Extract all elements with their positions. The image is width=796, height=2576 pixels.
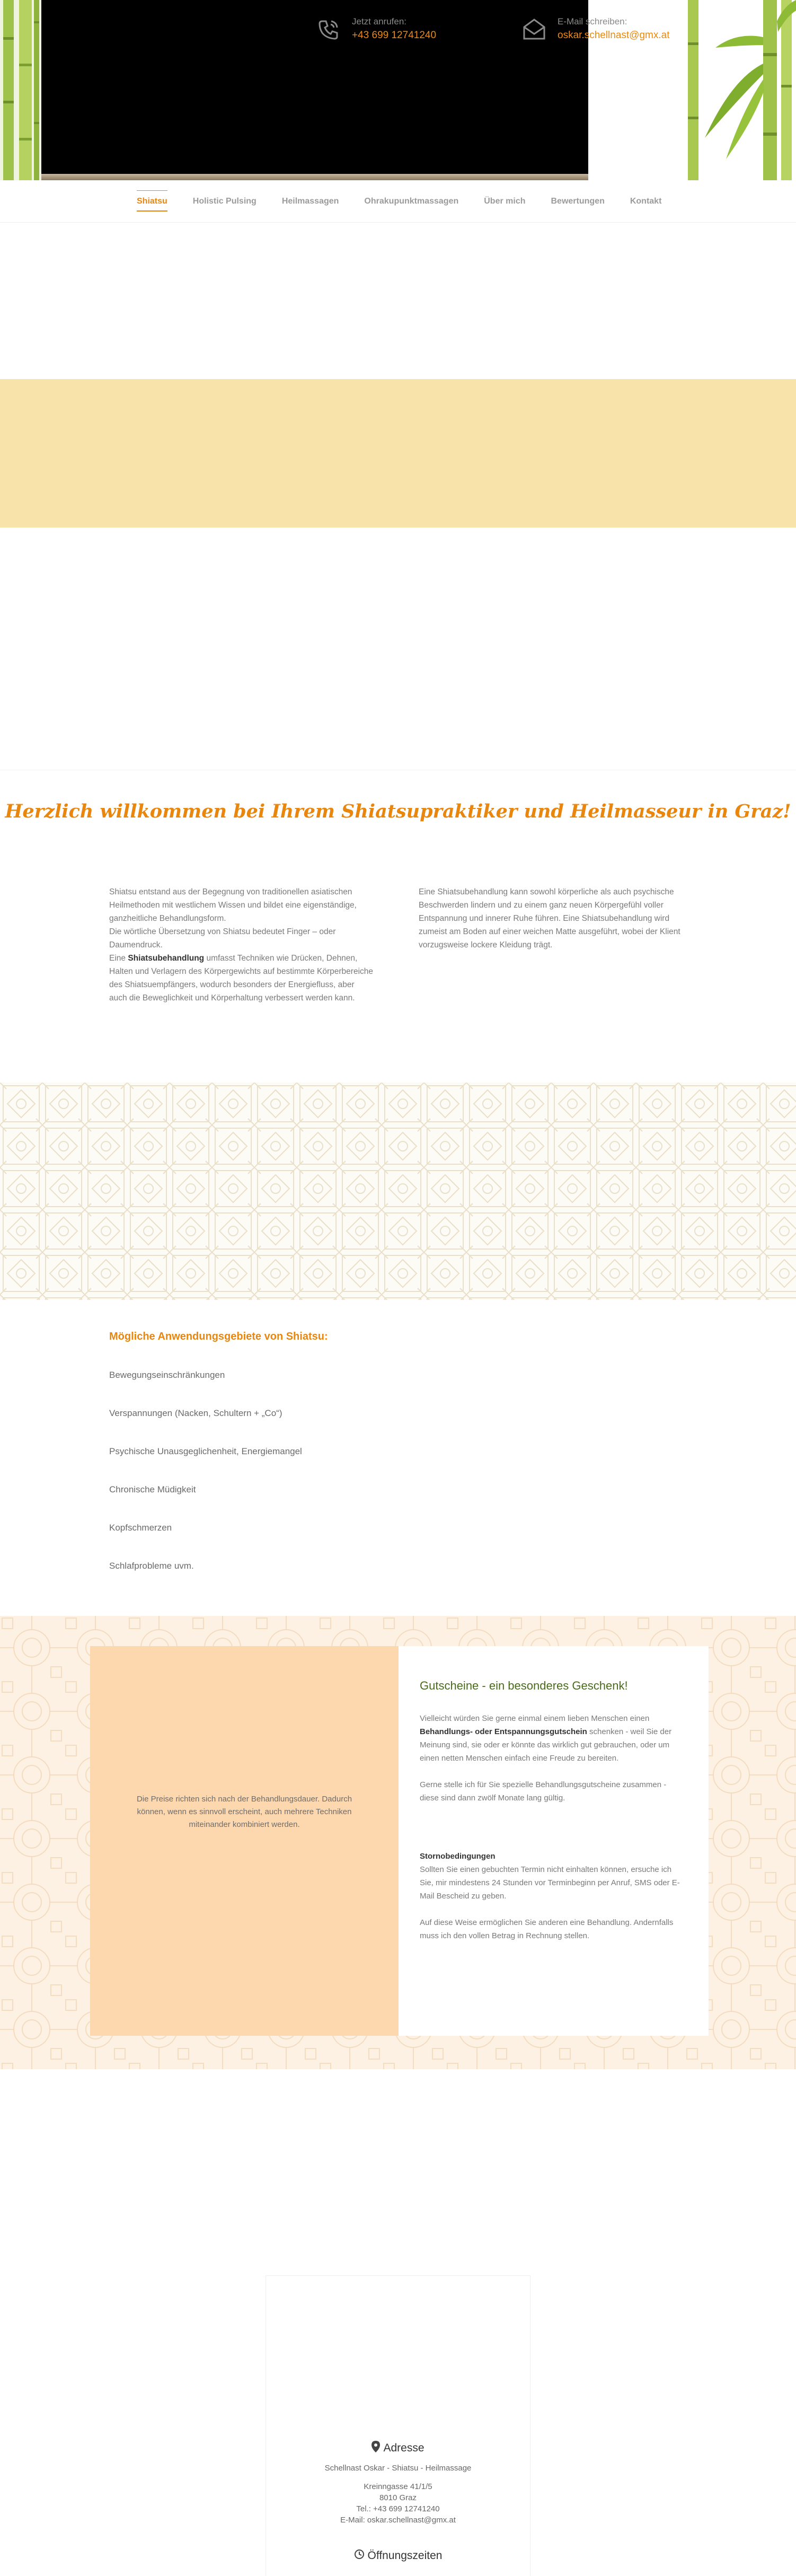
storno-text: Sollten Sie einen gebuchten Termin nicht einhalten können, ersuche ich Sie, mir mindestens 24 Stunden vor Terminbeginn per Anruf, SMS oder E-Mail Bescheid zu geben. bbox=[420, 1865, 680, 1901]
areas-list bbox=[109, 1370, 302, 1599]
bamboo-right-image bbox=[684, 0, 796, 180]
welcome-paragraph: Eine Shiatsubehandlung umfasst Techniken wie Drücken, Dehnen, Halten und Verlagern des Körpergewichts auf bestimmte Körperbereiche des Shiatsuempfängers, wodurch besonders der Energiefluss, aber auch die Beweglichkeit und Körperhaltung verbessert werden kann. bbox=[109, 954, 373, 1003]
email-label: E-Mail schreiben: bbox=[558, 16, 627, 27]
header-strip bbox=[41, 174, 588, 180]
areas-title: Mögliche Anwendungsgebiete von Shiatsu: bbox=[109, 1331, 328, 1342]
address-card bbox=[266, 2275, 530, 2576]
header-email[interactable] bbox=[519, 15, 670, 45]
voucher-paragraph: Gerne stelle ich für Sie spezielle Behandlungsgutscheine zusammen - diese sind dann zwölf Monate lang gültig. bbox=[420, 1780, 667, 1803]
nav-item-shiatsu[interactable]: Shiatsu bbox=[137, 192, 167, 210]
list-item: Verspannungen (Nacken, Schultern + „Co“) bbox=[109, 1408, 282, 1418]
email-link[interactable]: oskar.schellnast@gmx.at bbox=[558, 30, 670, 41]
header-phone[interactable] bbox=[314, 15, 436, 45]
welcome-paragraph: Die wörtliche Übersetzung von Shiatsu bedeutet Finger – oder Daumendruck. bbox=[109, 927, 336, 949]
decorative-pattern bbox=[0, 1083, 796, 1300]
voucher-paragraph: Vielleicht würden Sie gerne einmal einem lieben Menschen einen Behandlungs- oder Entspannungsgutschein schenken - weil Sie der Meinung sind, sie oder er könnte das wirklich gut gebrauchen, oder um einen netten Menschen einfach eine Freude zu bereiten. bbox=[420, 1714, 672, 1763]
nav-item-ueber-mich[interactable]: Über mich bbox=[484, 197, 526, 206]
voucher-title: Gutscheine - ein besonderes Geschenk! bbox=[420, 1679, 628, 1692]
address-street: Kreinngasse 41/1/5 bbox=[364, 2482, 432, 2491]
hero-color-band bbox=[0, 379, 796, 527]
bamboo-left-image bbox=[0, 0, 41, 180]
list-item: Bewegungseinschränkungen bbox=[109, 1370, 225, 1380]
address-name: Schellnast Oskar - Shiatsu - Heilmassage bbox=[324, 2464, 472, 2473]
clock-icon bbox=[354, 2549, 365, 2563]
welcome-right-column bbox=[419, 885, 684, 952]
main-navigation bbox=[0, 180, 796, 223]
voucher-paragraph: Auf diese Weise ermöglichen Sie anderen eine Behandlung. Andernfalls muss ich den vollen Betrag in Rechnung stellen. bbox=[420, 1918, 674, 1940]
opening-hours-heading: Öffnungszeiten bbox=[266, 2549, 530, 2563]
prices-text: Die Preise richten sich nach der Behandlungsdauer. Dadurch können, wenn es sinnvoll erscheint, auch mehrere Techniken miteinander kombiniert werden. bbox=[136, 1794, 352, 1829]
list-item: Schlafprobleme uvm. bbox=[109, 1561, 194, 1571]
envelope-icon bbox=[519, 15, 549, 45]
list-item: Psychische Unausgeglichenheit, Energiemangel bbox=[109, 1446, 302, 1456]
map-pin-icon bbox=[372, 2441, 380, 2456]
nav-item-bewertungen[interactable]: Bewertungen bbox=[551, 197, 605, 206]
list-item: Kopfschmerzen bbox=[109, 1523, 172, 1533]
prices-panel bbox=[90, 1646, 399, 2036]
nav-item-kontakt[interactable]: Kontakt bbox=[630, 197, 662, 206]
welcome-left-column bbox=[109, 885, 374, 1005]
welcome-paragraph: Eine Shiatsubehandlung kann sowohl körperliche als auch psychische Beschwerden lindern und zu einem ganz neuen Körpergefühl voller Entspannung und innerer Ruhe führen. Eine Shiatsubehandlung wird zumeist am Boden auf einer weichen Matte ausgeführt, wobei der Klient vorzugsweise lockere Kleidung trägt. bbox=[419, 887, 680, 949]
phone-label: Jetzt anrufen: bbox=[352, 16, 407, 27]
phone-icon bbox=[314, 15, 343, 45]
nav-item-ohrakupunktmassagen[interactable]: Ohrakupunktmassagen bbox=[364, 197, 459, 206]
list-item: Chronische Müdigkeit bbox=[109, 1484, 196, 1494]
nav-item-holistic-pulsing[interactable]: Holistic Pulsing bbox=[192, 197, 257, 206]
welcome-title: Herzlich willkommen bei Ihrem Shiatsupraktiker und Heilmasseur in Graz! bbox=[5, 801, 791, 822]
nav-item-heilmassagen[interactable]: Heilmassagen bbox=[281, 197, 339, 206]
voucher-panel bbox=[399, 1646, 709, 2036]
storno-title: Stornobedingungen bbox=[420, 1852, 496, 1861]
phone-link[interactable]: +43 699 12741240 bbox=[352, 30, 437, 41]
address-email[interactable]: E-Mail: oskar.schellnast@gmx.at bbox=[340, 2516, 456, 2525]
address-heading: Adresse bbox=[266, 2441, 530, 2456]
address-city: 8010 Graz bbox=[379, 2493, 417, 2502]
site-header bbox=[0, 0, 796, 180]
address-phone[interactable]: Tel.: +43 699 12741240 bbox=[356, 2504, 440, 2513]
welcome-paragraph: Shiatsu entstand aus der Begegnung von traditionellen asiatischen Heilmethoden mit westlichem Wissen und bildet eine eigenständige, ganzheitliche Behandlungsform. bbox=[109, 887, 357, 923]
storno-paragraph bbox=[420, 1850, 686, 1903]
